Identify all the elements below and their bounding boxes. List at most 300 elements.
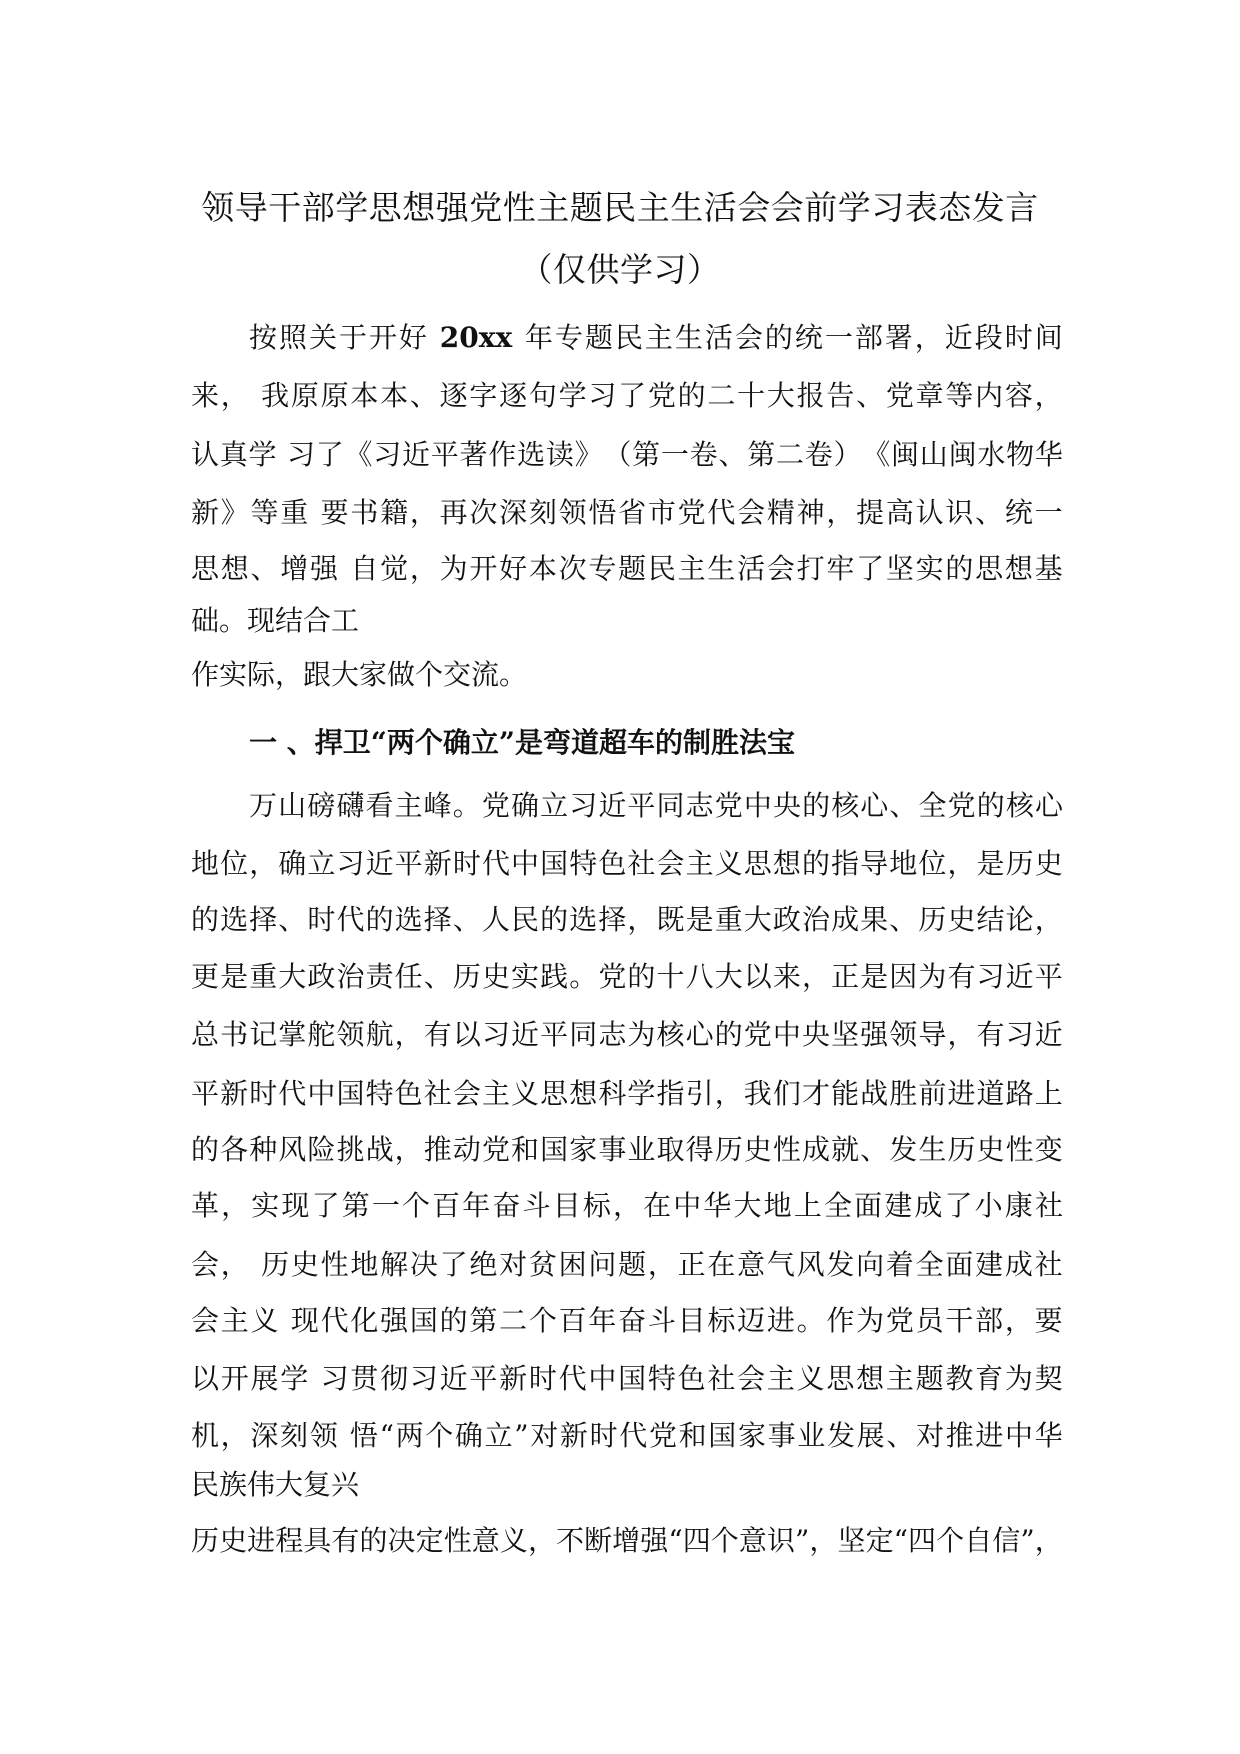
character: 平: [540, 1018, 569, 1051]
character: 为: [1004, 1362, 1033, 1395]
character: 坚: [831, 1018, 860, 1051]
character: 习: [286, 438, 315, 471]
character: 展: [856, 1419, 885, 1452]
character: 刻: [280, 1419, 309, 1452]
character: 大: [714, 960, 743, 993]
character: 践: [540, 960, 569, 993]
character: 次: [558, 552, 587, 585]
character: 特: [365, 1077, 394, 1110]
character: 于: [338, 321, 367, 354]
character: 史: [481, 960, 510, 993]
character: 党: [947, 789, 976, 822]
character: 历: [714, 1133, 743, 1166]
character: 时: [589, 1419, 618, 1452]
intro-line-5: [191, 549, 1063, 589]
character: 性: [1005, 1133, 1034, 1166]
section-line-8: [191, 1186, 1063, 1226]
character: 选: [394, 903, 423, 936]
section-line-13: 民族伟大复兴: [191, 1468, 360, 1501]
character: 题: [618, 1248, 647, 1281]
character: 位: [220, 847, 249, 880]
character: 的: [802, 789, 831, 822]
character: 会: [452, 1077, 481, 1110]
character: 了: [439, 1248, 468, 1281]
character: 平: [430, 438, 459, 471]
character: 思: [540, 1077, 569, 1110]
character: 位: [918, 847, 947, 880]
character: 色: [598, 847, 627, 880]
character: 核: [831, 789, 860, 822]
character: 的: [365, 903, 394, 936]
character: 为: [627, 1018, 656, 1051]
character: 史: [1034, 847, 1063, 880]
section-line-5: [191, 1015, 1063, 1055]
character: 意: [471, 1524, 500, 1557]
character: 立: [540, 789, 569, 822]
character: 百: [432, 1189, 461, 1222]
character: 代: [320, 1304, 349, 1337]
character: 党: [677, 496, 706, 529]
character: 了: [856, 552, 885, 585]
character: 想: [1004, 552, 1033, 585]
character: 代: [707, 496, 736, 529]
character: 社: [627, 847, 656, 880]
character: 发: [826, 1248, 855, 1281]
character: 党: [885, 379, 914, 412]
character: 绝: [469, 1248, 498, 1281]
character: 风: [796, 1248, 825, 1281]
character: 个: [425, 1419, 454, 1452]
character: 好: [398, 321, 427, 354]
character: ，: [394, 1133, 423, 1166]
character: 了: [311, 1189, 340, 1222]
section-line-14: [191, 1521, 1063, 1561]
character: 书: [350, 496, 379, 529]
character: 时: [528, 1362, 557, 1395]
character: 题: [915, 1362, 944, 1395]
character: 特: [647, 1362, 676, 1395]
character: 任: [394, 960, 423, 993]
character: 史: [976, 1133, 1005, 1166]
character: 是: [220, 960, 249, 993]
character: 道: [976, 1077, 1005, 1110]
character: 个: [401, 1189, 430, 1222]
character: ）: [833, 438, 862, 471]
character: 险: [307, 1133, 336, 1166]
character: 礴: [336, 789, 365, 822]
character: 有: [976, 1018, 1005, 1051]
character: 告: [826, 379, 855, 412]
character: 彻: [380, 1362, 409, 1395]
character: 习: [976, 960, 1005, 993]
character: ，: [220, 1419, 249, 1452]
character: 报: [796, 379, 825, 412]
character: 。: [452, 789, 481, 822]
character: 悟: [349, 1419, 378, 1452]
character: ，: [809, 1524, 838, 1557]
character: [280, 1301, 289, 1341]
character: 更: [191, 960, 220, 993]
character: 近: [1034, 1018, 1063, 1051]
character: 中: [743, 789, 772, 822]
character: 实: [251, 1189, 280, 1222]
character: 斗: [647, 1304, 676, 1337]
character: 社: [707, 1362, 736, 1395]
character: 立: [307, 847, 336, 880]
character: 有: [423, 1018, 452, 1051]
character: 立: [484, 1419, 513, 1452]
character: 统: [794, 321, 823, 354]
character: 两: [395, 1419, 424, 1452]
character: 关: [308, 321, 337, 354]
character: 代: [336, 903, 365, 936]
character: 想: [856, 1362, 885, 1395]
character: 百: [558, 1304, 587, 1337]
character: 择: [249, 903, 278, 936]
character: 强: [860, 1018, 889, 1051]
section-line-6: [191, 1074, 1063, 1114]
character: 风: [278, 1133, 307, 1166]
character: 胜: [889, 1077, 918, 1110]
character: 史: [219, 1524, 248, 1557]
character: 八: [685, 960, 714, 993]
character: 结: [976, 903, 1005, 936]
character: 习: [336, 847, 365, 880]
character: 同: [656, 789, 685, 822]
character: 成: [801, 1133, 830, 1166]
character: 党: [598, 960, 627, 993]
character: ，: [1034, 379, 1063, 412]
character: 前: [918, 1077, 947, 1110]
character: [340, 549, 349, 589]
character: 色: [677, 1362, 706, 1395]
character: 志: [685, 789, 714, 822]
character: 。: [796, 1304, 825, 1337]
character: 觉: [380, 552, 409, 585]
character: 果: [860, 903, 889, 936]
character: [429, 318, 438, 358]
character: 识: [766, 1524, 795, 1557]
character: 的: [540, 903, 569, 936]
character: 责: [365, 960, 394, 993]
character: 本: [380, 379, 409, 412]
document-subtitle: （仅供学习）: [519, 250, 721, 289]
character: 历: [947, 1133, 976, 1166]
character: 近: [598, 789, 627, 822]
character: 思: [826, 1362, 855, 1395]
character: 会: [737, 496, 766, 529]
character: 民: [614, 321, 643, 354]
character: 史: [290, 1248, 319, 1281]
character: 本: [528, 552, 557, 585]
character: 领: [558, 496, 587, 529]
character: 思: [743, 847, 772, 880]
character: 习: [409, 1362, 438, 1395]
character: 信: [992, 1524, 1021, 1557]
character: 在: [643, 1189, 672, 1222]
character: 自: [350, 552, 379, 585]
character: 目: [552, 1189, 581, 1222]
character: 次: [469, 496, 498, 529]
intro-line-7: 作实际，跟大家做个交流。: [191, 658, 528, 691]
character: ”: [514, 1419, 529, 1452]
character: 核: [656, 1018, 685, 1051]
character: 作: [488, 438, 517, 471]
character: 的: [677, 379, 706, 412]
character: 峰: [423, 789, 452, 822]
character: 对: [530, 1419, 559, 1452]
character: 思: [191, 552, 220, 585]
character: [514, 318, 523, 358]
character: [251, 1245, 260, 1285]
character: 看: [365, 789, 394, 822]
character: 基: [1034, 552, 1063, 585]
character: 想: [772, 847, 801, 880]
character: 的: [714, 1018, 743, 1051]
year-placeholder: 20xx: [439, 321, 513, 354]
character: 第: [747, 438, 776, 471]
character: 、: [718, 438, 747, 471]
character: 习: [569, 789, 598, 822]
character: 迈: [737, 1304, 766, 1337]
character: 论: [1005, 903, 1034, 936]
character: 机: [191, 1419, 220, 1452]
character: 正: [677, 1248, 706, 1281]
character: 社: [1034, 1189, 1063, 1222]
character: 上: [793, 1189, 822, 1222]
character: 确: [278, 847, 307, 880]
character: 中: [772, 1018, 801, 1051]
character: 实: [511, 960, 540, 993]
character: 掌: [278, 1018, 307, 1051]
character: 义: [796, 1362, 825, 1395]
character: 为: [439, 552, 468, 585]
character: [251, 376, 260, 416]
character: 对: [499, 1248, 528, 1281]
character: 强: [380, 1304, 409, 1337]
character: ，: [627, 903, 656, 936]
character: 要: [1034, 1304, 1063, 1337]
character: 物: [1006, 438, 1035, 471]
character: 具: [303, 1524, 332, 1557]
character: 面: [945, 1248, 974, 1281]
character: 问: [588, 1248, 617, 1281]
character: ，: [714, 1077, 743, 1110]
character: 专: [554, 321, 583, 354]
character: 题: [618, 552, 647, 585]
character: 解: [380, 1248, 409, 1281]
character: 治: [336, 960, 365, 993]
section-heading: 一 、捍卫“两个确立”是弯道超车的制胜法宝: [249, 726, 795, 759]
character: 现: [290, 1304, 319, 1337]
character: 中: [588, 1362, 617, 1395]
character: 平: [1034, 960, 1063, 993]
character: 国: [540, 847, 569, 880]
character: 二: [707, 379, 736, 412]
character: 《: [344, 438, 373, 471]
character: 开: [368, 321, 397, 354]
character: 家: [569, 1133, 598, 1166]
character: 民: [647, 552, 676, 585]
character: 对: [915, 1419, 944, 1452]
character: 要: [320, 496, 349, 529]
character: 为: [856, 1304, 885, 1337]
intro-line-1: [249, 318, 1063, 358]
character: 和: [678, 1419, 707, 1452]
character: 段: [974, 321, 1003, 354]
character: 导: [860, 847, 889, 880]
character: 四: [908, 1524, 937, 1557]
character: 党: [481, 1133, 510, 1166]
character: [277, 435, 286, 475]
character: 选: [220, 903, 249, 936]
character: 会: [737, 1362, 766, 1395]
character: 地: [889, 847, 918, 880]
character: 照: [278, 321, 307, 354]
character: 句: [528, 379, 557, 412]
character: 习: [373, 438, 402, 471]
character: 时: [307, 903, 336, 936]
character: 、: [889, 789, 918, 822]
character: 国: [336, 1077, 365, 1110]
character: ，: [947, 1018, 976, 1051]
character: ，: [249, 847, 278, 880]
character: 神: [796, 496, 825, 529]
character: 全: [915, 1248, 944, 1281]
character: 时: [1004, 321, 1033, 354]
character: 国: [409, 1304, 438, 1337]
character: 二: [775, 438, 804, 471]
character: 地: [350, 1248, 379, 1281]
character: 主: [220, 1304, 249, 1337]
character: 原: [320, 379, 349, 412]
character: 署: [884, 321, 913, 354]
character: 真: [219, 438, 248, 471]
character: 主: [885, 1362, 914, 1395]
character: 闽: [891, 438, 920, 471]
character: 一: [371, 1189, 400, 1222]
character: 再: [439, 496, 468, 529]
character: 困: [558, 1248, 587, 1281]
character: 来: [772, 960, 801, 993]
character: 生: [918, 1133, 947, 1166]
character: 心: [860, 789, 889, 822]
character: 大: [278, 960, 307, 993]
character: 们: [772, 1077, 801, 1110]
character: 、: [860, 1133, 889, 1166]
section-line-2: [191, 844, 1063, 884]
character: 的: [359, 1524, 388, 1557]
character: 平: [394, 847, 423, 880]
character: 的: [801, 847, 830, 880]
character: 特: [569, 847, 598, 880]
character: 挑: [336, 1133, 365, 1166]
character: 年: [462, 1189, 491, 1222]
character: 奋: [492, 1189, 521, 1222]
character: 央: [801, 1018, 830, 1051]
character: 逐: [439, 379, 468, 412]
character: 习: [481, 1018, 510, 1051]
character: 志: [598, 1018, 627, 1051]
character: [310, 1359, 319, 1399]
character: 战: [365, 1133, 394, 1166]
character: 生: [707, 552, 736, 585]
character: 主: [644, 321, 673, 354]
character: 一: [660, 438, 689, 471]
character: 党: [743, 1018, 772, 1051]
character: ，: [409, 552, 438, 585]
character: 强: [640, 1524, 669, 1557]
character: 卷: [804, 438, 833, 471]
character: 代: [619, 1419, 648, 1452]
character: 强: [310, 552, 339, 585]
character: 推: [945, 1419, 974, 1452]
intro-line-4: [191, 493, 1063, 533]
character: 性: [443, 1524, 472, 1557]
character: 籍: [380, 496, 409, 529]
character: 代: [558, 1362, 587, 1395]
character: 义: [511, 1077, 540, 1110]
character: 学: [558, 379, 587, 412]
character: 会: [191, 1248, 220, 1281]
intro-line-6: 础。现结合工: [191, 604, 360, 637]
character: 第: [469, 1304, 498, 1337]
character: 来: [191, 379, 220, 412]
character: 等: [250, 496, 279, 529]
character: ，: [220, 1248, 249, 1281]
character: 确: [454, 1419, 483, 1452]
character: 全: [918, 789, 947, 822]
character: 性: [772, 1133, 801, 1166]
character: 》: [574, 438, 603, 471]
character: 卷: [689, 438, 718, 471]
character: 义: [250, 1304, 279, 1337]
character: 全: [823, 1189, 852, 1222]
character: ，: [1034, 1524, 1063, 1557]
character: 平: [191, 1077, 220, 1110]
character: 深: [499, 496, 528, 529]
character: 了: [618, 379, 647, 412]
character: 历: [452, 960, 481, 993]
character: 个: [528, 1304, 557, 1337]
character: 主: [685, 847, 714, 880]
character: 的: [627, 960, 656, 993]
character: 因: [889, 960, 918, 993]
character: 各: [220, 1133, 249, 1166]
character: 大: [743, 903, 772, 936]
character: 以: [452, 1018, 481, 1051]
character: 引: [685, 1077, 714, 1110]
character: 总: [191, 1018, 220, 1051]
character: 本: [350, 379, 379, 412]
character: 习: [320, 1362, 349, 1395]
character: 个: [710, 1524, 739, 1557]
character: 进: [247, 1524, 276, 1557]
character: 实: [915, 552, 944, 585]
character: 著: [459, 438, 488, 471]
character: 不: [556, 1524, 585, 1557]
character: 社: [423, 1077, 452, 1110]
character: 政: [307, 960, 336, 993]
character: 党: [714, 789, 743, 822]
section-line-11: [191, 1359, 1063, 1399]
character: 章: [915, 379, 944, 412]
character: 题: [584, 321, 613, 354]
character: 主: [677, 552, 706, 585]
character: 认: [915, 496, 944, 529]
character: 既: [656, 903, 685, 936]
character: 中: [1005, 1419, 1034, 1452]
